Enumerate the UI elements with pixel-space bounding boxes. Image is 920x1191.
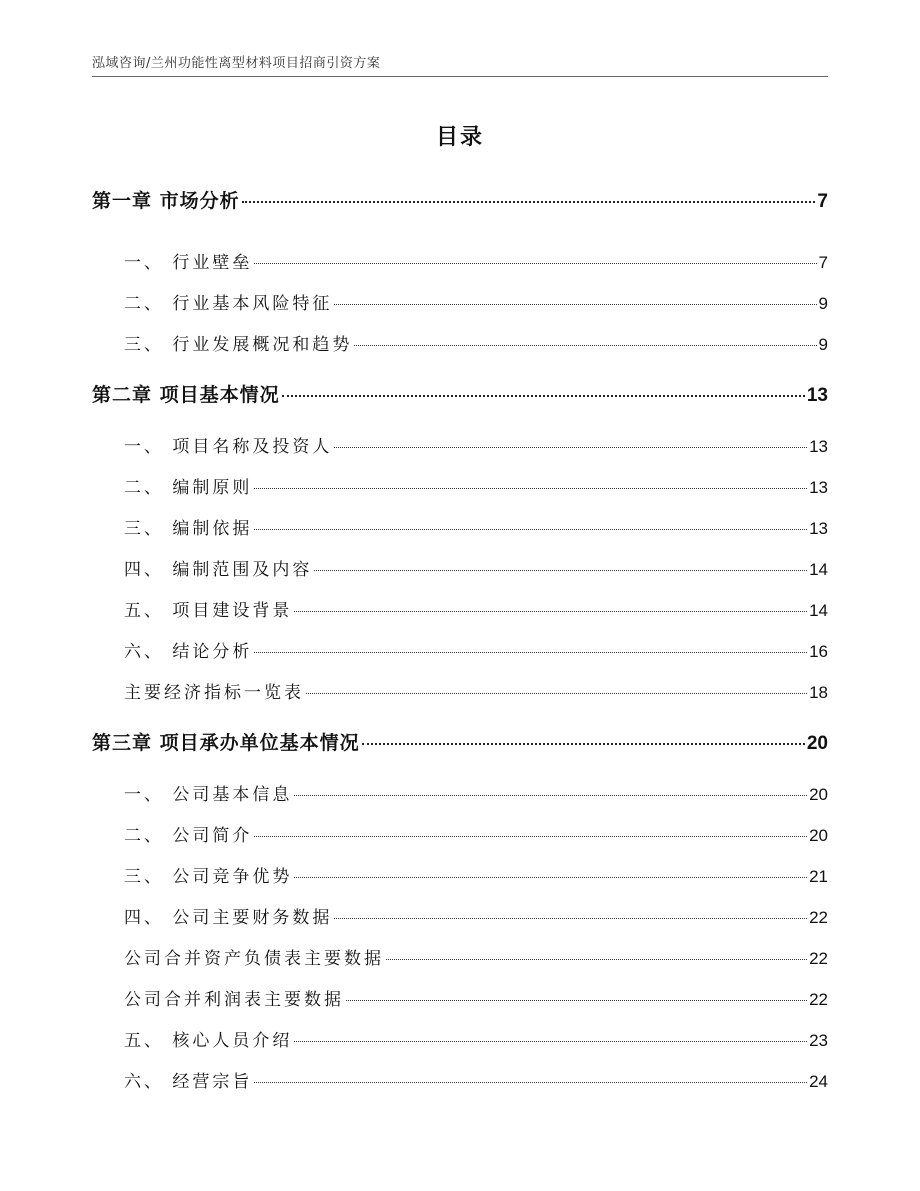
dot-leader <box>354 345 816 346</box>
dot-leader <box>362 743 805 745</box>
toc-entry-label: 公司合并利润表主要数据 <box>124 990 344 1010</box>
toc-entry-label: 第一章 市场分析 <box>92 190 240 212</box>
dot-leader <box>254 1082 807 1083</box>
header-divider <box>92 76 828 77</box>
dot-leader <box>334 447 807 448</box>
toc-section-entry[interactable] <box>124 514 828 539</box>
dot-leader <box>254 488 807 489</box>
dot-leader <box>254 836 807 837</box>
toc-page-number: 13 <box>809 478 828 497</box>
page-title: 目录 <box>435 125 484 150</box>
dot-leader <box>386 959 807 960</box>
toc-entry-label: 主要经济指标一览表 <box>124 683 304 703</box>
toc-entry-label: 六、 经营宗旨 <box>124 1072 253 1092</box>
toc-section-entry[interactable] <box>124 289 828 314</box>
toc-entry-label: 六、 结论分析 <box>124 642 253 662</box>
toc-entry-label: 四、 公司主要财务数据 <box>124 908 333 928</box>
toc-entry-label: 三、 编制依据 <box>124 519 253 539</box>
toc-page-number: 22 <box>809 908 828 927</box>
toc-page-number: 22 <box>809 949 828 968</box>
toc-entry-label: 二、 编制原则 <box>124 478 253 498</box>
dot-leader <box>242 201 816 203</box>
toc-section-entry[interactable] <box>124 821 828 846</box>
toc-section-entry[interactable] <box>124 432 828 457</box>
toc-entry-label: 三、 公司竞争优势 <box>124 867 293 887</box>
toc-entry-label: 五、 核心人员介绍 <box>124 1031 293 1051</box>
toc-page-number: 21 <box>809 867 828 886</box>
toc-page-number: 9 <box>818 294 828 313</box>
toc-entry-label: 第二章 项目基本情况 <box>92 384 280 406</box>
dot-leader <box>294 877 807 878</box>
toc-chapter-entry[interactable] <box>92 380 828 407</box>
toc-chapter-entry[interactable] <box>92 728 828 755</box>
dot-leader <box>294 611 807 612</box>
dot-leader <box>254 652 807 653</box>
toc-section-entry[interactable] <box>124 473 828 498</box>
toc-section-entry[interactable] <box>124 903 828 928</box>
toc-page-number: 13 <box>806 385 828 406</box>
toc-entry-label: 三、 行业发展概况和趋势 <box>124 335 353 355</box>
toc-section-entry[interactable] <box>124 637 828 662</box>
toc-entry-label: 二、 行业基本风险特征 <box>124 294 333 314</box>
toc-page-number: 14 <box>809 560 828 579</box>
toc-entry-label: 五、 项目建设背景 <box>124 601 293 621</box>
toc-page-number: 20 <box>809 826 828 845</box>
toc-page-number: 14 <box>809 601 828 620</box>
toc-entry-label: 二、 公司简介 <box>124 826 253 846</box>
dot-leader <box>306 693 807 694</box>
toc-entry-label: 公司合并资产负债表主要数据 <box>124 949 384 969</box>
dot-leader <box>294 1041 807 1042</box>
toc-page-number: 20 <box>806 733 828 754</box>
toc-section-entry[interactable] <box>124 248 828 273</box>
toc-section-entry[interactable] <box>124 330 828 355</box>
toc-entry-label: 四、 编制范围及内容 <box>124 560 313 580</box>
dot-leader <box>254 529 807 530</box>
toc-entry-label: 一、 行业壁垒 <box>124 253 253 273</box>
toc-page-number: 9 <box>818 335 828 354</box>
toc-page-number: 23 <box>809 1031 828 1050</box>
dot-leader <box>314 570 807 571</box>
toc-page-number: 20 <box>809 785 828 804</box>
toc-page-number: 13 <box>809 519 828 538</box>
dot-leader <box>334 918 807 919</box>
toc-section-entry[interactable] <box>124 862 828 887</box>
dot-leader <box>294 795 807 796</box>
dot-leader <box>254 263 816 264</box>
toc-page-number: 24 <box>809 1072 828 1091</box>
toc-page-number: 16 <box>809 642 828 661</box>
dot-leader <box>334 304 816 305</box>
toc-section-entry[interactable] <box>124 678 828 703</box>
toc-section-entry[interactable] <box>124 985 828 1010</box>
toc-page-number: 7 <box>818 253 828 272</box>
toc-chapter-entry[interactable] <box>92 186 828 213</box>
toc-page-number: 7 <box>817 191 828 212</box>
dot-leader <box>346 1000 807 1001</box>
toc-page-number: 13 <box>809 437 828 456</box>
toc-section-entry[interactable] <box>124 1067 828 1092</box>
toc-section-entry[interactable] <box>124 780 828 805</box>
toc-section-entry[interactable] <box>124 1026 828 1051</box>
running-header: 泓域咨询/兰州功能性离型材料项目招商引资方案 <box>92 56 381 71</box>
toc-section-entry[interactable] <box>124 596 828 621</box>
toc-entry-label: 第三章 项目承办单位基本情况 <box>92 732 360 754</box>
toc-entry-label: 一、 项目名称及投资人 <box>124 437 333 457</box>
dot-leader <box>282 395 805 397</box>
toc-section-entry[interactable] <box>124 944 828 969</box>
toc-section-entry[interactable] <box>124 555 828 580</box>
toc-page-number: 22 <box>809 990 828 1009</box>
toc-entry-label: 一、 公司基本信息 <box>124 785 293 805</box>
toc-page-number: 18 <box>809 683 828 702</box>
